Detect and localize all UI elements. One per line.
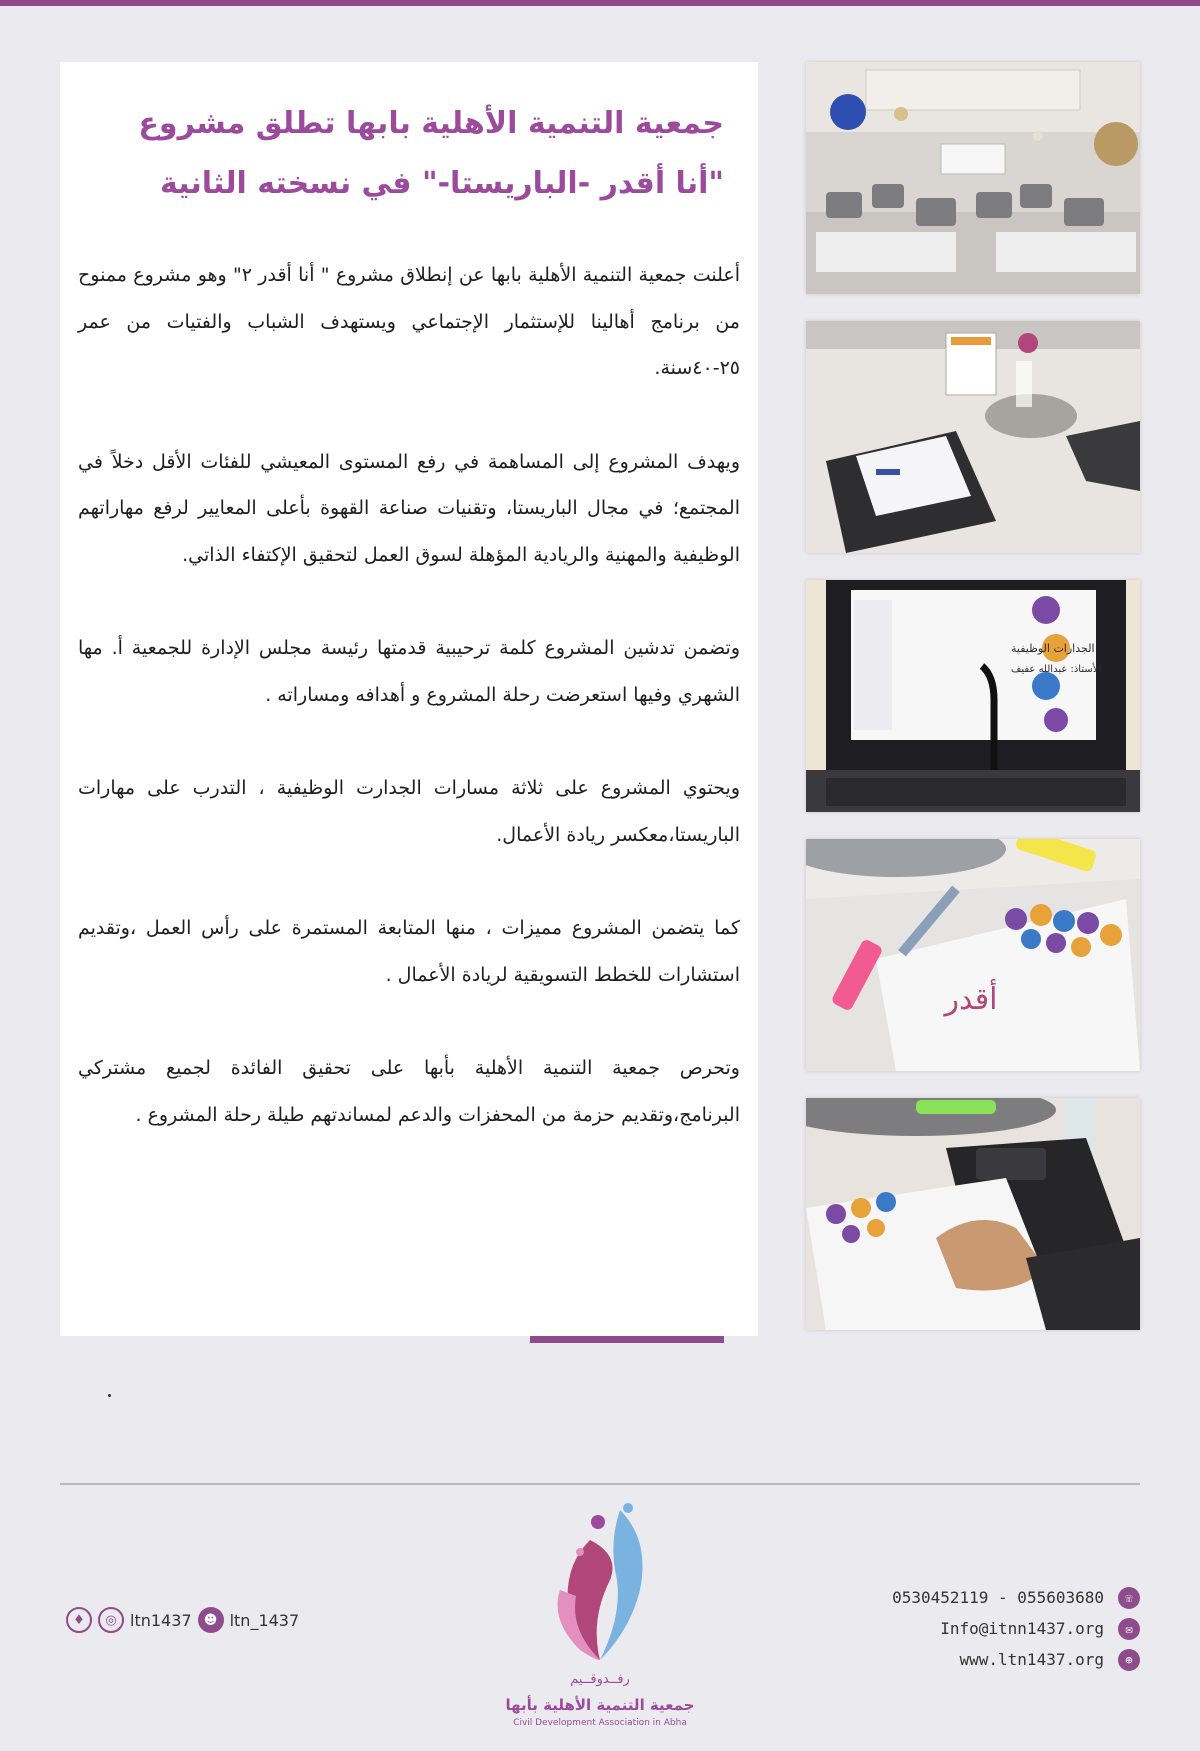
- photo-booklet-markers: [806, 839, 1140, 1071]
- top-accent-bar: [0, 0, 1200, 6]
- contact-info: [892, 1582, 1140, 1675]
- association-logo: [500, 1500, 700, 1740]
- photo-hand-writing: [806, 1098, 1140, 1330]
- email-address[interactable]: Info@itnn1437.org: [940, 1619, 1104, 1638]
- photo-table-setup: [806, 321, 1140, 553]
- slide-presenter: الأستاذ: عبدالله عفيف: [1011, 664, 1102, 675]
- paragraph-goals: ويهدف المشروع إلى المساهمة في رفع المستوى المعيشي للفئات الأقل دخلاً في المجتمع؛ في مجال الباريستا، وتقنيات صناعة القهوة بأعلى المعايير لرفع مهاراتهم الوظيفية والمهنية والريادية المؤهلة لسوق العمل لتحقيق الإكتفاء الذاتي.: [78, 450, 740, 566]
- article-title: [104, 94, 724, 214]
- contact-phones: [892, 1582, 1140, 1613]
- logo-emblem-icon: [500, 1500, 700, 1670]
- paragraph-closing: وتحرص جمعية التنمية الأهلية بأبها على تحقيق الفائدة لجميع مشتركي البرنامج،وتقديم حزمة من المحفزات والدعم لمساندتهم طيلة رحلة المشروع .: [78, 1057, 740, 1126]
- hand-writing-illustration: [806, 1098, 1140, 1330]
- social-handle-primary[interactable]: ltn1437: [130, 1610, 192, 1630]
- photo-laptop-presentation: [806, 580, 1140, 812]
- title-line-2: "أنا أقدر -الباريستا-" في نسخته الثانية: [160, 166, 724, 201]
- laptop-presentation-illustration: [806, 580, 1140, 812]
- contact-email: [892, 1613, 1140, 1644]
- phone-numbers[interactable]: 0530452119 - 055603680: [892, 1588, 1104, 1607]
- paragraph-tracks: ويحتوي المشروع على ثلاثة مسارات الجدارت الوظيفية ، التدرب على مهارات الباريستا،معكسر ريادة الأعمال.: [78, 777, 740, 846]
- article-body: [78, 252, 740, 1138]
- logo-tagline: رفــدوقــيم: [570, 1672, 630, 1687]
- mail-icon: ✉: [1118, 1618, 1140, 1640]
- booklet-markers-illustration: [806, 839, 1140, 1071]
- title-line-1: جمعية التنمية الأهلية بابها تطلق مشروع: [138, 106, 724, 141]
- paragraph-features: كما يتضمن المشروع مميزات ، منها المتابعة المستمرة على رأس العمل ،وتقديم استشارات للخطط التسويقية لريادة الأعمال .: [78, 917, 740, 986]
- logo-name-en: Civil Development Association in Abha: [513, 1718, 687, 1728]
- instagram-icon[interactable]: ◎: [98, 1607, 124, 1633]
- stray-mark: [108, 1394, 111, 1397]
- slide-title: الجدارات الوظيفية: [1011, 642, 1095, 655]
- social-links: [66, 1603, 299, 1637]
- article-card: [60, 62, 758, 1336]
- footer-divider: [60, 1483, 1140, 1485]
- booklet-title: أقدر: [944, 982, 998, 1017]
- snapchat-icon[interactable]: ☻: [198, 1607, 224, 1633]
- training-hall-illustration: [806, 62, 1140, 294]
- phone-icon: ☏: [1118, 1587, 1140, 1609]
- globe-icon: ⊕: [1118, 1649, 1140, 1671]
- card-accent-bar: [530, 1336, 724, 1343]
- photo-training-hall: [806, 62, 1140, 294]
- table-setup-illustration: [806, 321, 1140, 553]
- website-url[interactable]: www.ltn1437.org: [959, 1650, 1104, 1669]
- social-handle-snapchat[interactable]: ltn_1437: [229, 1610, 300, 1630]
- paragraph-announcement: أعلنت جمعية التنمية الأهلية بابها عن إنطلاق مشروع " أنا أقدر ٢" وهو مشروع ممنوح من برنامج أهالينا للإستثمار الإجتماعي ويستهدف الشباب والفتيات من عمر ٢٥-٤٠سنة.: [78, 264, 740, 379]
- logo-name-ar: جمعية التنمية الأهلية بأبها: [505, 1696, 695, 1714]
- paragraph-launch: وتضمن تدشين المشروع كلمة ترحيبية قدمتها رئيسة مجلس الإدارة للجمعية أ. مها الشهري وفيها استعرضت رحلة المشروع و أهدافه ومساراته .: [78, 637, 740, 706]
- contact-website: [892, 1644, 1140, 1675]
- twitter-icon[interactable]: ♦: [66, 1607, 92, 1633]
